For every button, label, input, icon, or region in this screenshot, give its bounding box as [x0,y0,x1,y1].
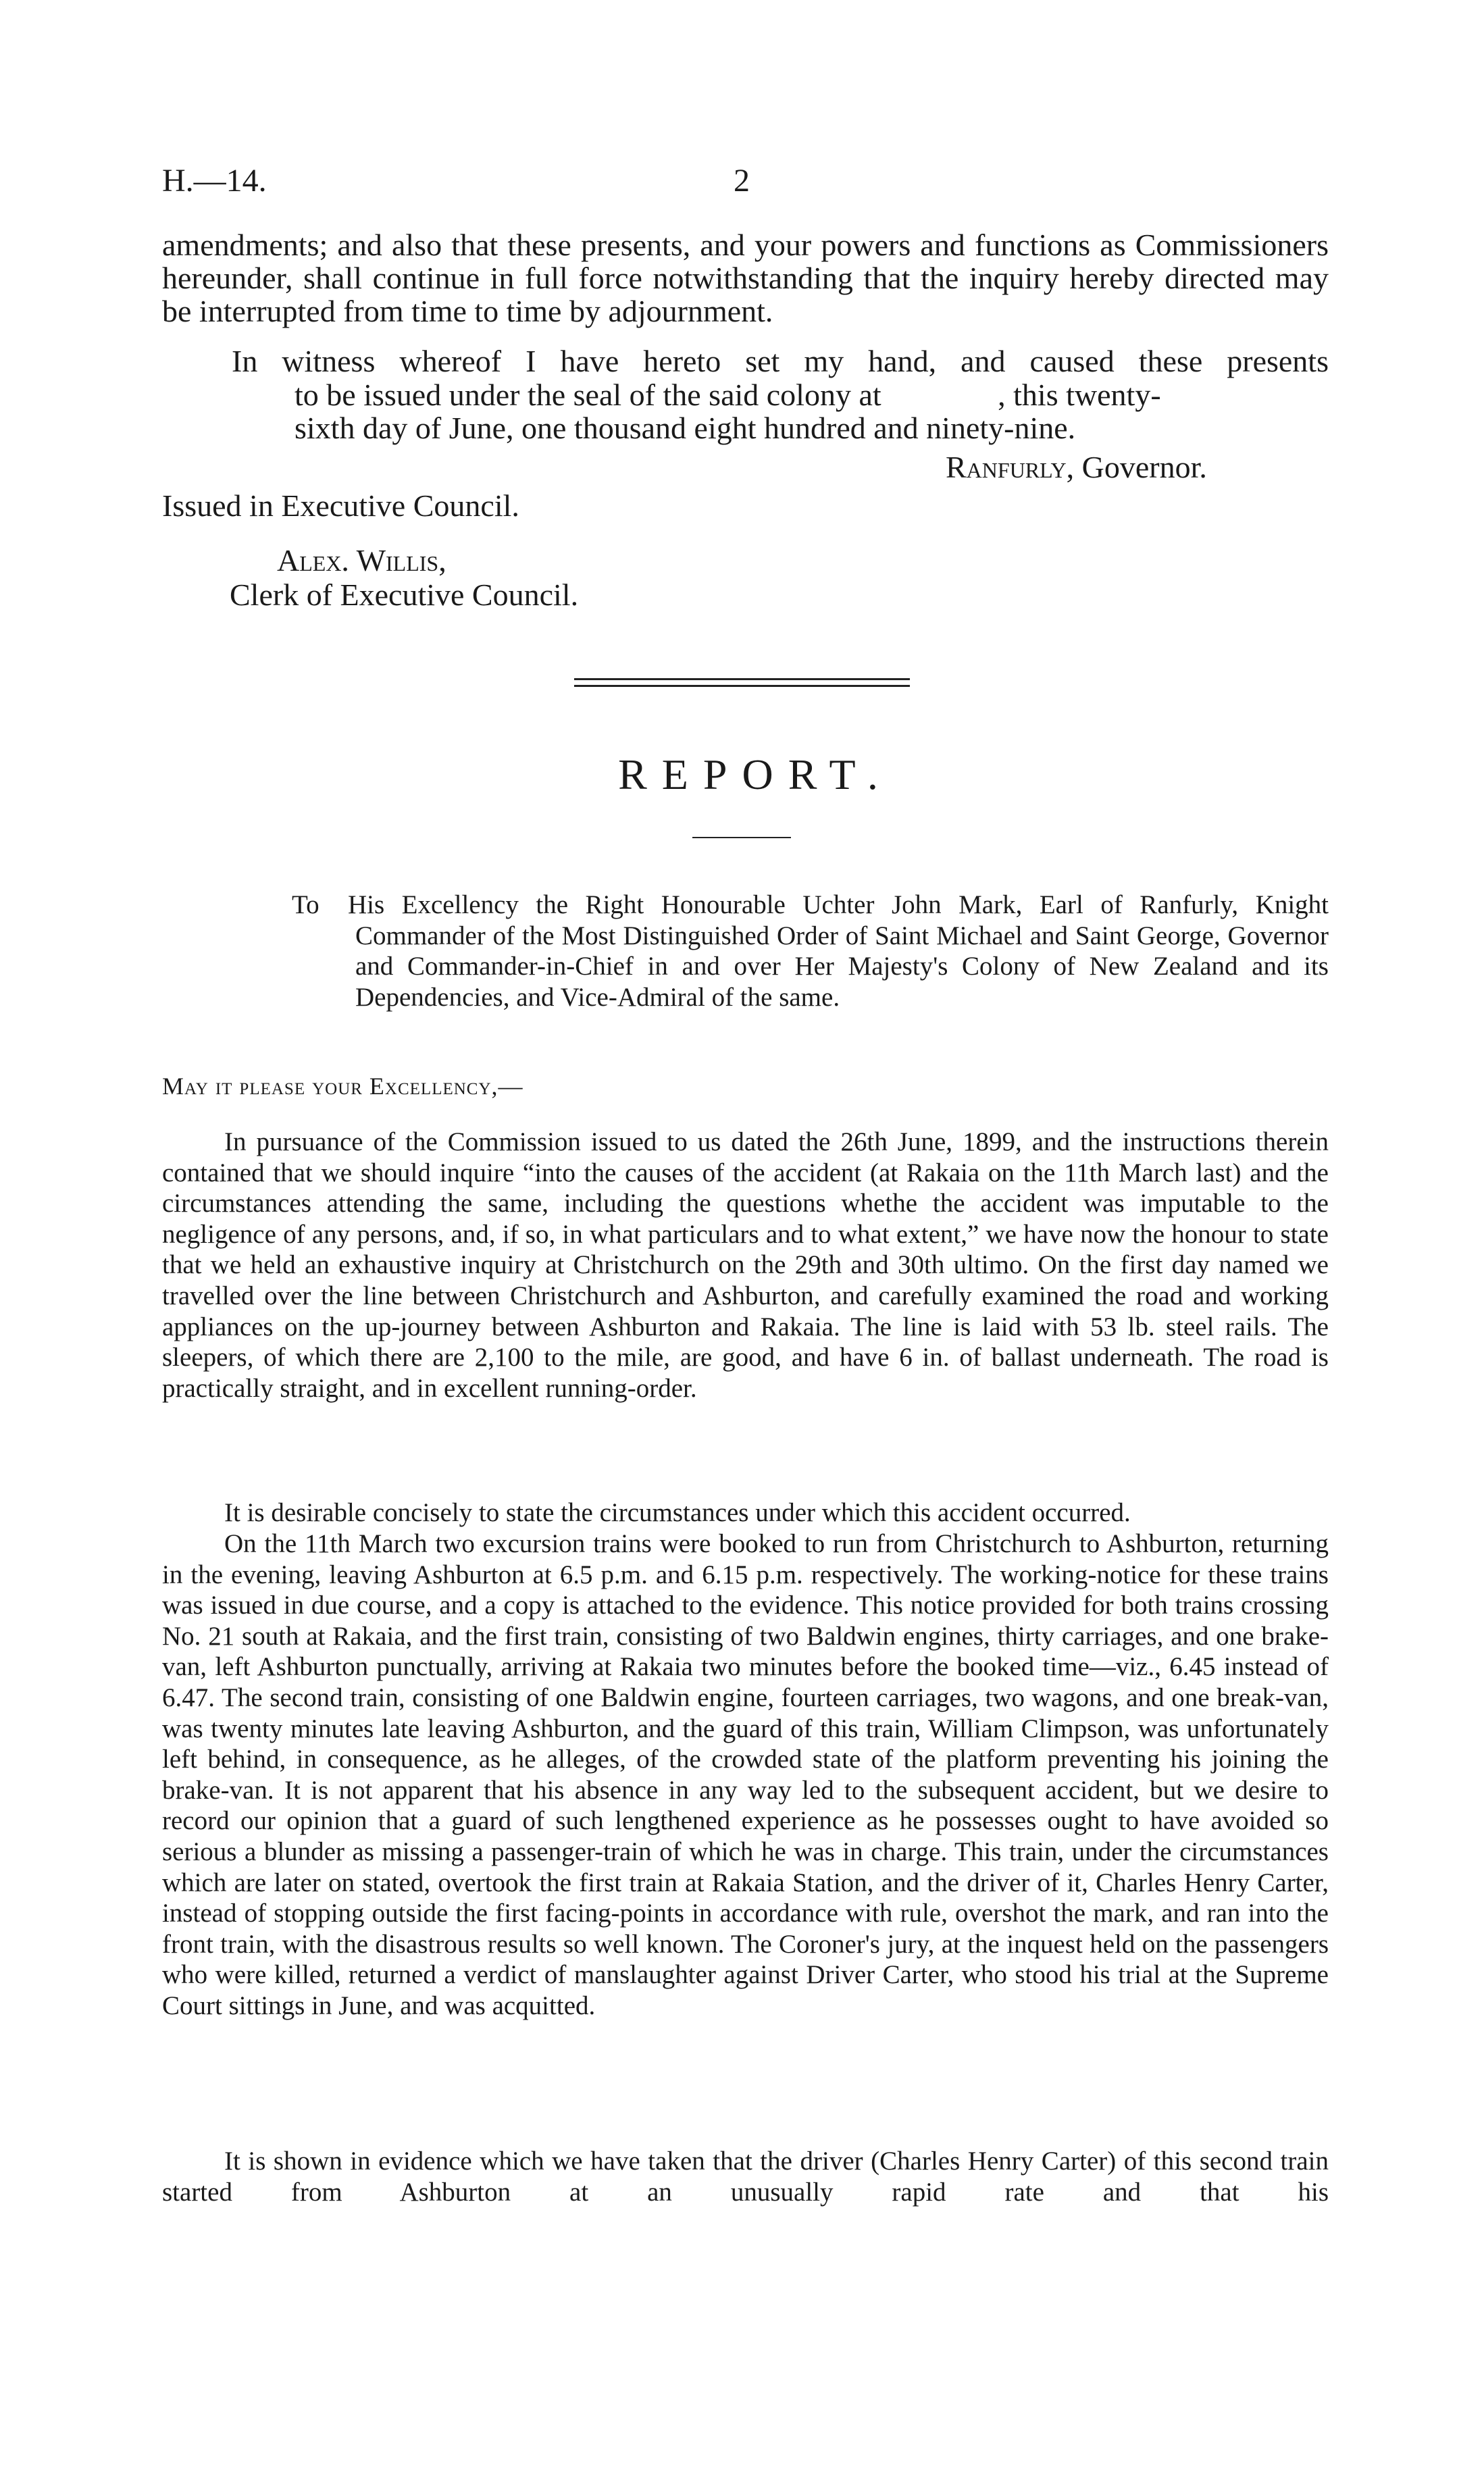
report-paragraph-3: On the 11th March two excursion trains were booked to run from Christchurch to Ashburton, returning in the evening, leaving Ashburton at 6.5 p.m. and 6.15 p.m. respectively. The working-notice for these trains was issued in due course, and a copy is attached to the evidence. This notice provided for both trains crossing No. 21 south at Rakaia, and the first train, consisting of two Baldwin engines, thirty carriages, and one brake-van, left Ashburton punctually, arriving at Rakaia two minutes before the booked time—viz., 6.45 instead of 6.47. The second train, consisting of one Baldwin engine, fourteen carriages, two wagons, and one break-van, was twenty minutes late leaving Ashburton, and the guard of this train, William Climpson, was unfortunately left behind, in consequence, as he alleges, of the crowded state of the platform preventing his joining the brake-van. It is not apparent that his absence in any way led to the subsequent accident, but we desire to record our opinion that a guard of such lengthened experience as he possesses ought to have avoided so serious a blunder as missing a passenger-train of which he was in charge. This train, under the circumstances which are later on stated, overtook the first train at Rakaia Station, and the driver of it, Charles Henry Carter, instead of stopping outside the first facing-points in accordance with rule, overshot the mark, and ran into the front train, with the disastrous results so well known. The Coroner's jury, at the inquest held on the passengers who were killed, returned a verdict of manslaughter against Driver Carter, who stood his trial at the Supreme Court sittings in June, and was acquitted. [162,1529,1329,2020]
witness-clause-line-1: In witness whereof I have hereto set my hand, and caused these presents [232,344,1329,378]
governor-signature [946,451,1304,484]
document-reference: H.—14. [162,163,267,199]
page-number: 2 [734,163,750,199]
salutation: May it please your Excellency,— [162,1073,523,1100]
commission-closing-paragraph: amendments; and also that these presents, and your powers and functions as Commissioners hereunder, shall continue in full force notwithstanding that the inquiry hereby directed may be interrupted from time to time by adjournment. [162,228,1329,328]
witness-clause-line-3: sixth day of June, one thousand eight hundred and ninety-nine. [295,411,1076,445]
clerk-name: Alex. Willis, [277,543,446,578]
address-block: His Excellency the Right Honourable Uchter John Mark, Earl of Ranfurly, Knight Commander of the Most Distinguished Order of Saint Michael and Saint George, Governor and Commander-in-Chief in and over Her Majesty's Colony of New Zealand and its Dependencies, and Vice-Admiral of the same. [348,890,1329,1012]
report-paragraph-4: It is shown in evidence which we have taken that the driver (Charles Henry Carter) of this second train started from Ashburton at an unusually rapid rate and that his [162,2147,1329,2207]
report-title: REPORT. [618,750,893,798]
clerk-title: Clerk of Executive Council. [230,578,579,612]
report-paragraph-2: It is desirable concisely to state the circumstances under which this accident occurred. [224,1498,1131,1527]
witness-clause-line-2: to be issued under the seal of the said colony at , this twenty- [295,378,1161,412]
address-lead: To [292,890,319,919]
section-divider-bottom [574,685,910,687]
report-paragraph-1: In pursuance of the Commission issued to us dated the 26th June, 1899, and the instructions therein contained that we should inquire “into the causes of the accident (at Rakaia on the 11th March last) and the circumstances attending the same, including the questions whethe the accident was imputable to the negligence of any persons, and, if so, in what particulars and to what extent,” we have now the honour to state that we held an exhaustive inquiry at Christchurch on the 29th and 30th ultimo. On the first day named we travelled over the line between Christchurch and Ashburton, and carefully examined the road and working appliances on the up-journey between Ashburton and Rakaia. The line is laid with 53 lb. steel rails. The sleepers, of which there are 2,100 to the mile, are good, and have 6 in. of ballast underneath. The road is practically straight, and in excellent running-order. [162,1127,1329,1403]
title-underline [692,837,791,838]
governor-title: Governor. [1081,450,1207,484]
section-divider-top [574,678,910,680]
governor-name: Ranfurly, [946,450,1075,484]
issued-in-council: Issued in Executive Council. [162,488,519,523]
